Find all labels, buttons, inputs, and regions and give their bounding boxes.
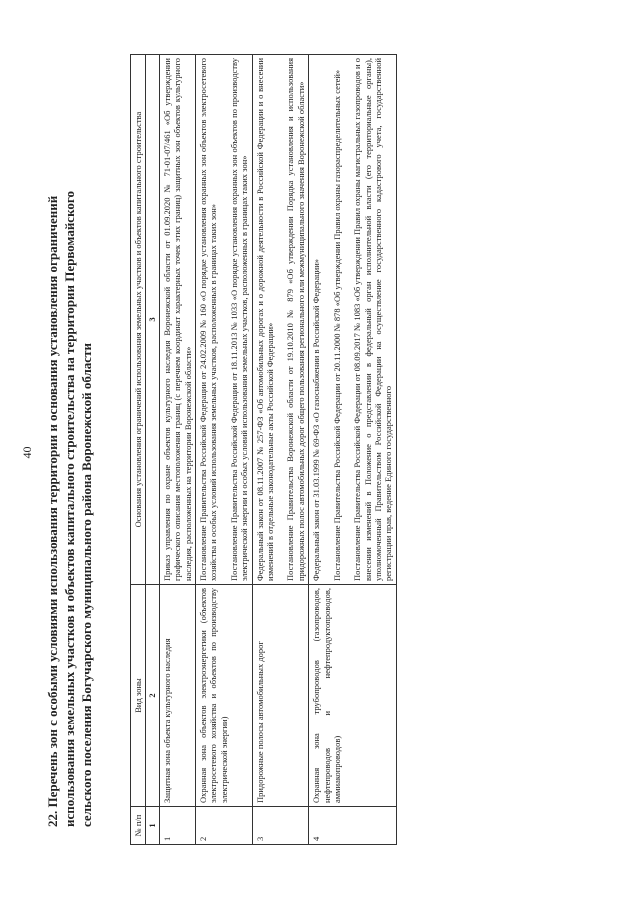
column-number-row: [146, 55, 159, 845]
row-number: 3: [252, 807, 309, 845]
page-number: 40: [20, 446, 34, 459]
table-row: [252, 55, 309, 845]
row-number: 4: [309, 807, 396, 845]
basis-item: Постановление Правительства Российской Федерации от 08.09.2017 № 1083 «Об утверждении Правил охраны магистральных газопроводов и о внесении изменений в Положение о представлении в федеральный орган исполнительной власти (его территориальные органы), уполномоченный Правительством Российской Федерации на осуществление государственного кадастрового учета, государственной регистрации прав, ведение Единого государственного: [352, 58, 394, 581]
title-line: 22. Перечень зон с особыми условиями использования территории и основания установления ограничений: [45, 195, 60, 827]
column-number: 2: [146, 585, 159, 807]
header-number: № п/п: [131, 807, 146, 845]
title-line: сельского поселения Богучарского муниципального района Воронежской области: [79, 343, 94, 827]
basis-item: Постановление Правительства Российской Федерации от 18.11.2013 № 1033 «О порядке установления охранных зон объектов по производству электрической энергии и особых условий использования земельных участков, расположенных в границах таких зон»: [228, 58, 250, 581]
basis-cell: [309, 55, 396, 585]
table-row: [196, 55, 253, 845]
basis-cell: [159, 55, 195, 585]
zones-table: [130, 54, 397, 845]
title-line: использования земельных участков и объектов капитального строительства на территории Первомайского: [62, 191, 77, 827]
document-title: [44, 65, 95, 827]
zone-type: Придорожные полосы автомобильных дорог: [252, 585, 309, 807]
basis-item: Федеральный закон от 31.03.1999 № 69-ФЗ «О газоснабжении в Российской Федерации»: [311, 259, 322, 581]
basis-item: Постановление Правительства Российской Федерации от 24.02.2009 № 160 «О порядке установления охранных зон объектов электросетевого хозяйства и особых условий использования земельных участков, расположенных в границах таких зон»: [198, 58, 219, 581]
column-number: 3: [146, 55, 159, 585]
row-number: 1: [159, 807, 195, 845]
row-number: 2: [196, 807, 253, 845]
header-basis: Основания установления ограничений использования земельных участков и объектов капитального строительства: [131, 55, 146, 585]
zone-type: Защитная зона объекта культурного наследия: [159, 585, 195, 807]
basis-item: Постановление Правительства Воронежской области от 19.10.2010 № 879 «Об утверждении Порядка установления и использования придорожных полос автомобильных дорог общего пользования регионального или межмуниципального значения Воронежской области»: [285, 58, 306, 581]
basis-item: Федеральный закон от 08.11.2007 № 257-ФЗ «Об автомобильных дорогах и о дорожной деятельности в Российской Федерации и о внесении изменений в отдельные законодательные акты Российской Федерации»: [254, 58, 276, 581]
basis-cell: [252, 55, 309, 585]
basis-cell: [196, 55, 253, 585]
header-zone-type: Вид зоны: [131, 585, 146, 807]
zone-type: Охранная зона объектов электроэнергетики (объектов электросетевого хозяйства и объектов по производству электрической энергии): [196, 585, 253, 807]
column-number: 1: [146, 807, 159, 845]
basis-item: Постановление Правительства Российской Федерации от 20.11.2000 № 878 «Об утверждении Правил охраны газораспределительных сетей»: [331, 69, 342, 581]
header-row: [131, 55, 146, 845]
basis-item: Приказ управления по охране объектов культурного наследия Воронежской области от 01.09.2020 № 71-01-07/461 «Об утверждении графического описания местоположения границ (с перечнем координат характерных точек этих границ) защитных зон объектов культурного наследия, расположенных на территории Воронежской области»: [161, 58, 193, 581]
zone-type: Охранная зона трубопроводов (газопроводов, нефтепроводов и нефтепродуктопроводов, аммиакопроводов): [309, 585, 396, 807]
table-row: [309, 55, 396, 845]
table-row: [159, 55, 195, 845]
